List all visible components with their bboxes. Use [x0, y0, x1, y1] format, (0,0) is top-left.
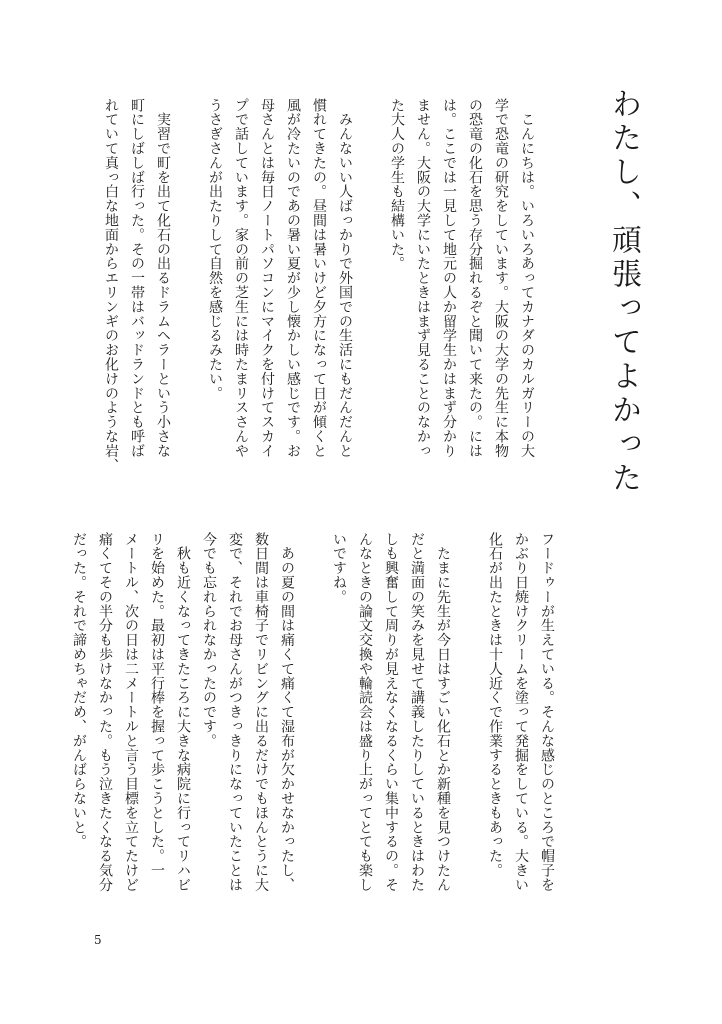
text-line: 学で恐竜の研究をしています。大阪の大学の先生に本物 — [493, 98, 509, 458]
text-line: フードゥーが生えている。そんな感じのところで帽子を — [539, 532, 555, 892]
text-line: 慣れてきたの。昼間は暑いけど夕方になって日が傾くと — [311, 98, 327, 458]
page-number: 5 — [94, 933, 102, 947]
paragraph-gap — [358, 98, 384, 513]
paragraph-gap — [176, 98, 202, 513]
text-line: かぶり日焼けクリームを塗って発掘をしている。大きい — [513, 532, 529, 892]
text-line: は。ここでは一見して地元の人か留学生かはまず分かり — [441, 98, 457, 458]
text-line: いですね。 — [331, 532, 347, 604]
text-line: 痛くてその半分も歩けなかった。もう泣きたくなる気分 — [97, 532, 113, 892]
text-line: だと満面の笑みを見せて講義したりしているときはわた — [409, 532, 425, 892]
body-text-bottom — [66, 532, 560, 947]
text-line: しも興奮して周りが見えなくなるくらい集中するの。そ — [383, 532, 399, 892]
paragraph-gap — [456, 532, 482, 947]
text-line: プで話しています。家の前の芝生には時たまリスさんや — [233, 98, 249, 458]
text-line: だった。それで諦めちゃだめ、がんばらないと。 — [71, 532, 87, 849]
text-line: ません。大阪の大学にいたときはまず見ることのなかっ — [415, 98, 431, 458]
text-line: 風が冷たいのであの暑い夏が少し懐かしい感じです。お — [285, 98, 301, 458]
paragraph-gap — [300, 532, 326, 947]
text-line: 実習で町を出て化石の出るドラムヘラーという小さな — [155, 98, 171, 458]
text-line: 数日間は車椅子でリビングに出るだけでもほんとうに大 — [253, 532, 269, 892]
text-line: みんないい人ばっかりで外国での生活にもだんだんと — [337, 98, 353, 458]
text-line: たまに先生が今日はすごい化石とか新種を見つけたん — [435, 532, 451, 892]
text-line: 変で、それでお母さんがつきっきりになっていたことは — [227, 532, 243, 892]
text-line: の恐竜の化石を思う存分掘れるぞと聞いて来たの。には — [467, 98, 483, 458]
text-line: 化石が出たときは十人近くで作業するときもあった。 — [487, 532, 503, 878]
text-line: あの夏の間は痛くて痛くて湿布が欠かせなかったし、 — [279, 532, 295, 892]
text-line: 秋も近くなってきたころに大きな病院に行ってリハビ — [175, 532, 191, 892]
text-line: こんにちは。いろいろあってカナダのカルガリーの大 — [519, 98, 535, 458]
page-title: わたし、頑張ってよかった — [606, 88, 641, 496]
text-line: リを始めた。最初は平行棒を握って歩こうとした。一 — [149, 532, 165, 878]
text-line: うさぎさんが出たりして自然を感じるみたい。 — [207, 98, 223, 401]
text-line: んなときの論文交換や輪読会は盛り上がってとても楽し — [357, 532, 373, 892]
text-line: 今でも忘れられなかったのです。 — [201, 532, 217, 748]
text-line: 母さんとは毎日ノートパソコンにマイクを付けてスカイ — [259, 98, 275, 458]
text-line: メートル、次の日は二メートルと言う目標を立てたけど — [123, 532, 139, 892]
text-line: れていて真っ白な地面からエリンギのお化けのような岩、 — [103, 98, 119, 473]
text-line: 町にしばしば行った。その一帯はバッドランドとも呼ば — [129, 98, 145, 458]
body-text-top — [98, 98, 540, 513]
text-line: た大人の学生も結構いた。 — [389, 98, 405, 271]
